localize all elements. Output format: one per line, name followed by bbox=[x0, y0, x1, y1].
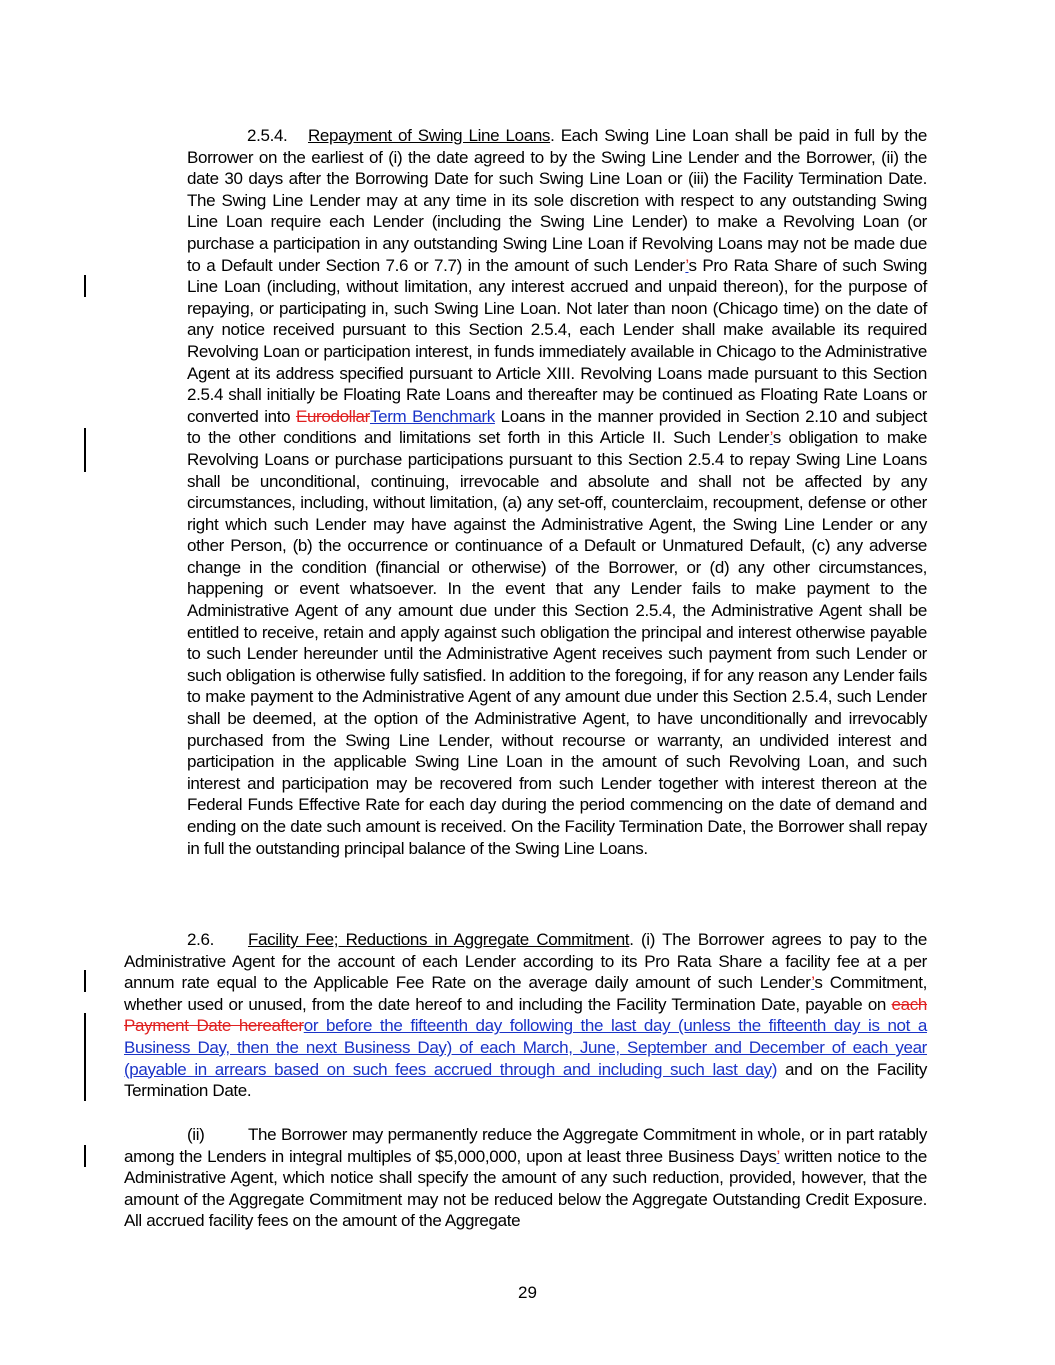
section-number: 2.5.4. bbox=[247, 126, 288, 145]
body-text: . (i) The Borrower agrees to pay to the Administrative Agent for the account of each Lender according to its Pro Rata Share a facility fee at a per annum rate equal to the Applicable Fee Rate on the average daily amount of such Lender bbox=[124, 930, 927, 993]
section-2-5-4-paragraph bbox=[187, 125, 927, 859]
section-2-6-paragraph bbox=[124, 929, 927, 1102]
inserted-apostrophe: ’ bbox=[811, 973, 815, 993]
section-heading: Repayment of Swing Line Loans bbox=[308, 126, 551, 145]
inserted-apostrophe: ’ bbox=[769, 428, 773, 448]
deleted-text: Eurodollar bbox=[295, 406, 370, 426]
clause-number: (ii) bbox=[187, 1125, 205, 1144]
change-bar bbox=[84, 1013, 86, 1101]
body-text: Loans in the manner provided in Section 2.10 and subject to the other conditions and limitations set forth in this Article II. Such Lender bbox=[187, 406, 927, 448]
body-text: s Commitment, whether used or unused, from the date hereof to and including the Facility Termination Date, payable on bbox=[124, 973, 927, 1014]
section-2-6-ii-paragraph bbox=[124, 1124, 927, 1232]
change-bar bbox=[84, 1145, 86, 1167]
inserted-apostrophe: ’ bbox=[685, 255, 689, 275]
body-text: and on the Facility Termination Date. bbox=[124, 1059, 927, 1101]
change-bar bbox=[84, 428, 86, 472]
body-text: s obligation to make Revolving Loans or purchase participations pursuant to this Section 2.5.4 to repay Swing Line Loans shall be unconditional, continuing, irrevocable and absolute and shall not be affected by any circumstances, including, without limitation, (a) any set-off, counterclaim, recoupment, defense or other right which such Lender may have against the Administrative Agent, the Swing Line Lender or any other Person, (b) the occurrence or continuance of a Default or Unmatured Default, (c) any adverse change in the condition (financial or otherwise) of the Borrower, or (d) any other circumstances, happening or event whatsoever. In the event that any Lender fails to make payment to the Administrative Agent of any amount due under this Section 2.5.4, the Administrative Agent shall be entitled to receive, retain and apply against such obligation the principal and interest otherwise payable to such Lender hereunder until the Administrative Agent receives such payment from such Lender or such obligation is otherwise fully satisfied. In addition to the foregoing, if for any reason any Lender fails to make payment to the Administrative Agent of any amount due under this Section 2.5.4, such Lender shall be deemed, at the option of the Administrative Agent, to have unconditionally and irrevocably purchased from the Swing Line Lender, without recourse or warranty, an undivided interest and participation in the applicable Swing Line Loan in the amount of such Revolving Loan, and such interest and participation may be recovered from such Lender together with interest thereon at the Federal Funds Effective Rate for each day during the period commencing on the date of demand and ending on the date such amount is received. On the Facility Termination Date, the Borrower shall repay in full the outstanding principal balance of the Swing Line Loans. bbox=[187, 428, 927, 858]
section-heading: Facility Fee; Reductions in Aggregate Commitment bbox=[248, 930, 630, 949]
body-text: . Each Swing Line Loan shall be paid in full by the Borrower on the earliest of (i) the date agreed to by the Swing Line Lender and the Borrower, (ii) the date 30 days after the Borrowing Date for such Swing Line Loan or (iii) the Facility Termination Date. The Swing Line Lender may at any time in its sole discretion with respect to any outstanding Swing Line Loan require each Lender (including the Swing Line Lender) to make a Revolving Loan (or purchase a participation in any outstanding Swing Line Loan if Revolving Loans may not be made due to a Default under Section 7.6 or 7.7) in the amount of such Lender bbox=[187, 126, 927, 275]
body-text: written notice to the Administrative Agent, which notice shall specify the amount of any such reduction, provided, however, that the amount of the Aggregate Commitment may not be reduced below the Aggregate Outstanding Credit Exposure. All accrued facility fees on the amount of the Aggregate bbox=[124, 1146, 928, 1231]
deleted-text: each Payment Date hereafter bbox=[124, 994, 927, 1036]
body-text: The Borrower may permanently reduce the Aggregate Commitment in whole, or in part ratably among the Lenders in integral multiples of $5,000,000, upon at least three Business Days bbox=[124, 1125, 927, 1166]
page-number: 29 bbox=[518, 1283, 537, 1302]
section-number: 2.6. bbox=[187, 930, 214, 949]
change-bar bbox=[84, 275, 86, 297]
change-bar bbox=[84, 970, 86, 992]
body-text: s Pro Rata Share of such Swing Line Loan (including, without limitation, any interest accrued and unpaid thereon), for the purpose of repaying, or participating in, such Swing Line Loan. Not later than noon (Chicago time) on the date of any notice received pursuant to this Section 2.5.4, each Lender shall make available its required Revolving Loan or participation interest, in funds immediately available in Chicago to the Administrative Agent at its address specified pursuant to Article XIII. Revolving Loans made pursuant to this Section 2.5.4 shall initially be Floating Rate Loans and thereafter may be continued as Floating Rate Loans or converted into bbox=[187, 255, 927, 426]
inserted-apostrophe: ’ bbox=[776, 1146, 780, 1166]
inserted-text: Term Benchmark bbox=[369, 406, 495, 426]
inserted-text: or before the fifteenth day following the last day (unless the fifteenth day is not a Business Day, then the next Business Day) of each March, June, September and December of each year (payable in arrears based on such fees accrued through and including such last day) bbox=[124, 1016, 927, 1079]
